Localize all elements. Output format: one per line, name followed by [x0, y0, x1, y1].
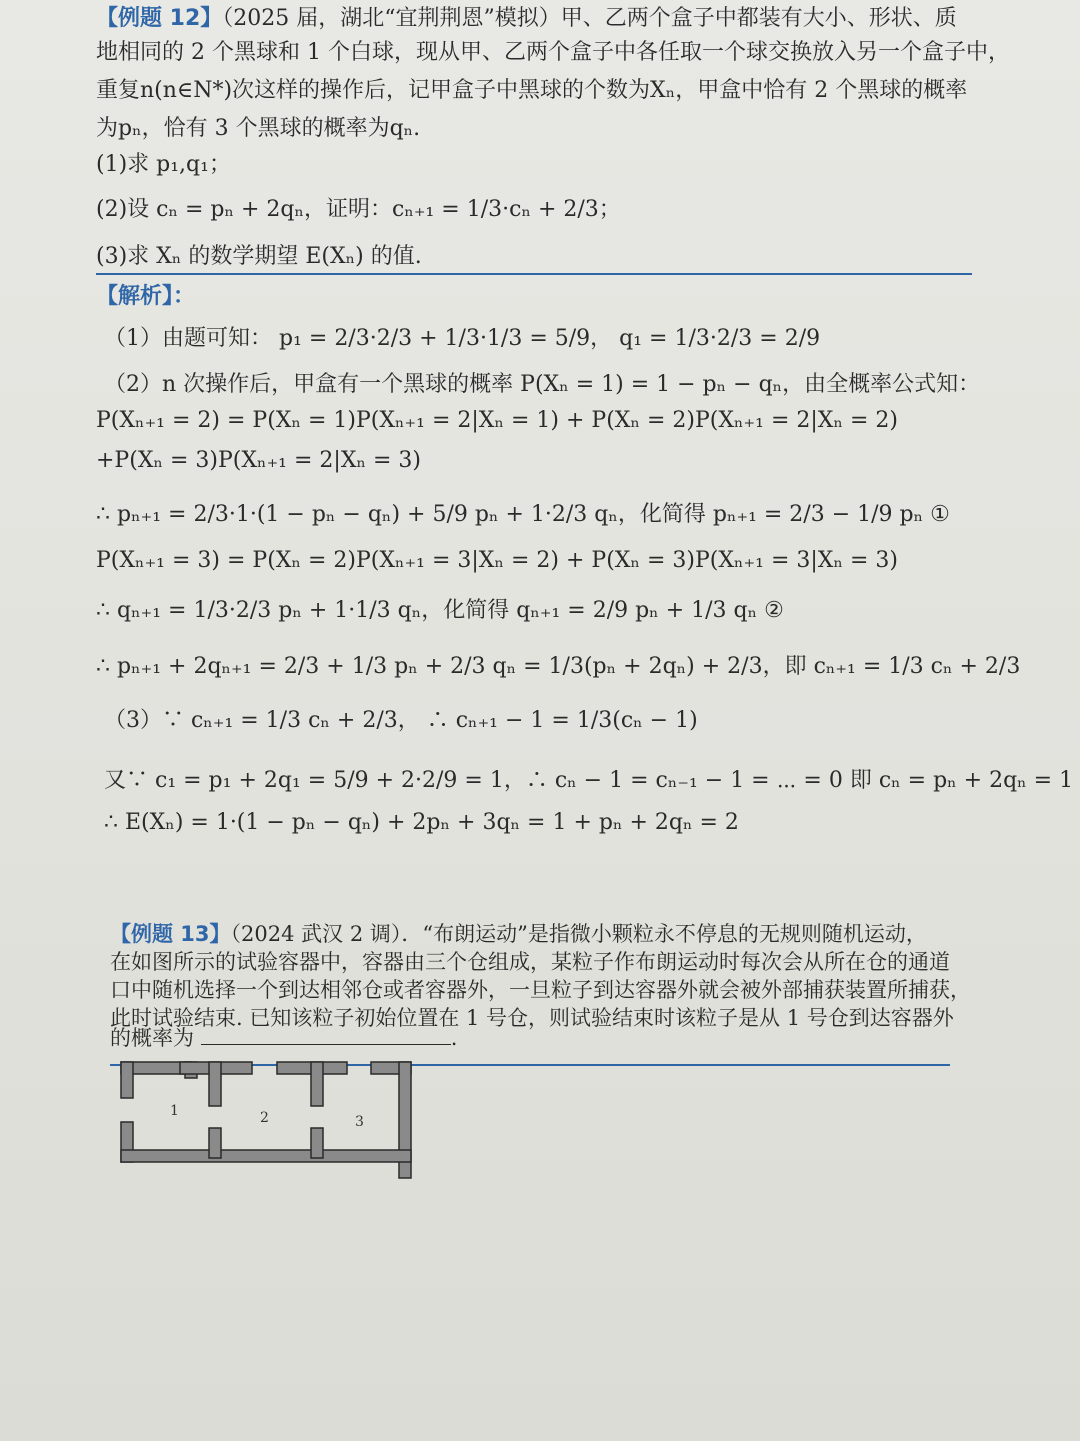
ex12-line4: 为pₙ，恰有 3 个黑球的概率为qₙ. — [96, 116, 421, 141]
solution-step1: （1）由题可知： p₁ = 2/3·2/3 + 1/3·1/3 = 5/9， q₁ = 1/3·2/3 = 2/9 — [104, 326, 821, 351]
ex12-question2: (2)设 cₙ = pₙ + 2qₙ，证明：cₙ₊₁ = 1/3·cₙ + 2/3； — [96, 197, 621, 222]
chamber-label-3: 3 — [355, 1114, 364, 1130]
solution-step11: ∴ E(Xₙ) = 1·(1 − pₙ − qₙ) + 2pₙ + 3qₙ = 1 + pₙ + 2qₙ = 2 — [104, 810, 739, 835]
ex12-line1: 【例题 12】（2025 届，湖北“宜荆荆恩”模拟）甲、乙两个盒子中都装有大小、形状、质 — [96, 6, 957, 31]
left-wall-top — [121, 1062, 133, 1098]
ex13-title: 【例题 13】 — [110, 922, 231, 946]
solution-step5: ∴ pₙ₊₁ = 2/3·1·(1 − pₙ − qₙ) + 5/9 pₙ + 1·2/3 qₙ，化简得 pₙ₊₁ = 2/3 − 1/9 pₙ ① — [96, 502, 950, 527]
ex12-question3: (3)求 Xₙ 的数学期望 E(Xₙ) 的值. — [96, 244, 422, 269]
divider-top-2 — [311, 1062, 323, 1106]
solution-step8: ∴ pₙ₊₁ + 2qₙ₊₁ = 2/3 + 1/3 pₙ + 2/3 qₙ = 1/3(pₙ + 2qₙ) + 2/3，即 cₙ₊₁ = 1/3 cₙ + 2/3 — [96, 654, 1021, 679]
ex13-line1: 【例题 13】（2024 武汉 2 调）．“布朗运动”是指微小颗粒永不停息的无规则随机运动， — [110, 922, 927, 946]
solution-title: 【解析】： — [96, 284, 196, 309]
ex12-line2: 地相同的 2 个黑球和 1 个白球，现从甲、乙两个盒子中各任取一个球交换放入另一个盒子中， — [96, 40, 1010, 65]
ex13-line3: 口中随机选择一个到达相邻仓或者容器外，一旦粒子到达容器外就会被外部捕获装置所捕获， — [110, 978, 971, 1002]
ex12-title: 【例题 12】 — [96, 6, 223, 31]
ex13-line2: 在如图所示的试验容器中，容器由三个仓组成，某粒子作布朗运动时每次会从所在仓的通道 — [110, 950, 950, 974]
solution-step4: +P(Xₙ = 3)P(Xₙ₊₁ = 2|Xₙ = 3) — [96, 448, 422, 473]
answer-blank[interactable] — [201, 1026, 451, 1045]
ex13-line4: 此时试验结束. 已知该粒子初始位置在 1 号仓，则试验结束时该粒子是从 1 号仓到达容器外 — [110, 1006, 954, 1030]
solution-step2: （2）n 次操作后，甲盒有一个黑球的概率 P(Xₙ = 1) = 1 − pₙ − qₙ，由全概率公式知： — [104, 372, 981, 397]
bottom-wall — [121, 1150, 411, 1162]
section-divider — [96, 273, 972, 275]
divider-top-1 — [209, 1062, 221, 1106]
ex13-line5: 的概率为 . — [110, 1026, 458, 1050]
container-diagram — [115, 1060, 425, 1185]
solution-step3: P(Xₙ₊₁ = 2) = P(Xₙ = 1)P(Xₙ₊₁ = 2|Xₙ = 1) + P(Xₙ = 2)P(Xₙ₊₁ = 2|Xₙ = 2) — [96, 408, 898, 433]
divider-bottom-2 — [311, 1128, 323, 1158]
solution-step7: ∴ qₙ₊₁ = 1/3·2/3 pₙ + 1·1/3 qₙ，化简得 qₙ₊₁ = 2/9 pₙ + 1/3 qₙ ② — [96, 598, 784, 623]
solution-step10: 又∵ c₁ = p₁ + 2q₁ = 5/9 + 2·2/9 = 1，∴ cₙ − 1 = cₙ₋₁ − 1 = ⋯ = 0 即 cₙ = pₙ + 2qₙ = 1 — [104, 768, 1074, 793]
ex12-line3: 重复n(n∈N*)次这样的操作后，记甲盒子中黑球的个数为Xₙ，甲盒中恰有 2 个黑球的概率 — [96, 78, 968, 103]
solution-step6: P(Xₙ₊₁ = 3) = P(Xₙ = 2)P(Xₙ₊₁ = 3|Xₙ = 2) + P(Xₙ = 3)P(Xₙ₊₁ = 3|Xₙ = 3) — [96, 548, 898, 573]
solution-step9: （3）∵ cₙ₊₁ = 1/3 cₙ + 2/3， ∴ cₙ₊₁ − 1 = 1/3(cₙ − 1) — [104, 708, 698, 733]
ex12-question1: (1)求 p₁,q₁； — [96, 152, 231, 177]
chamber-label-1: 1 — [170, 1103, 179, 1119]
divider-bottom-1 — [209, 1128, 221, 1158]
chamber-label-2: 2 — [260, 1110, 269, 1126]
